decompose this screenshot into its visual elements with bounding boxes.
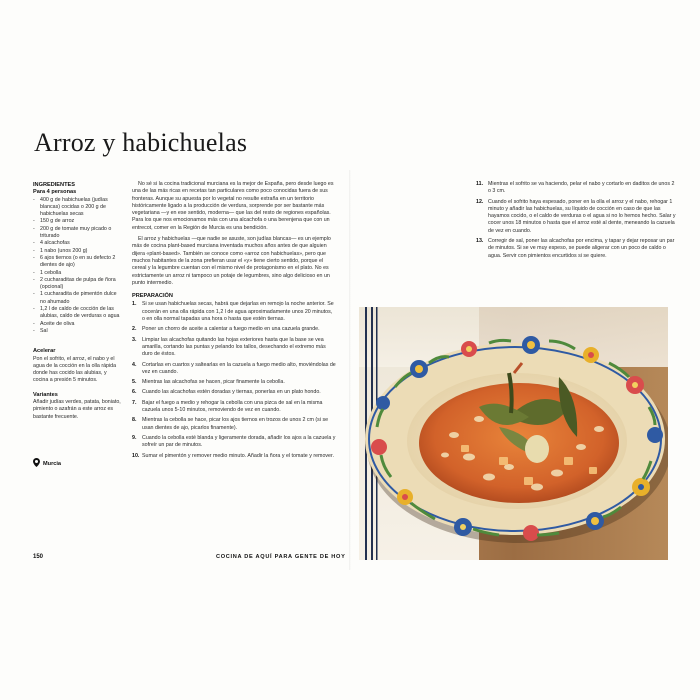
step-number: 2.: [132, 326, 137, 333]
intro-paragraph: No sé si la cocina tradicional murciana es la mejor de España, pero desde luego es una de las más ricas en recetas tan particulares como poco conocidas fuera de sus fronteras. Aunque su apuesta por lo vegetal no resulte extraña en un territorio históricamente ligado a la producción de verdura, sorprende por ser bastante más vegetariana —y en ese sentido, moderna— que las del resto de regiones españolas. Para los que nos emocionamos más con una alcachofa o una berenjena que con un entrecot, comer en la Región de Murcia es una bendición.: [132, 181, 334, 231]
step-item: [476, 238, 676, 260]
ingredient-item: - Aceite de oliva: [33, 321, 121, 328]
step-number: 1.: [132, 301, 137, 308]
step-number: 10.: [132, 452, 140, 459]
variantes-text: Añadir judías verdes, patata, boniato, pimiento o azafrán a este arroz es bastante frecuente.: [33, 399, 121, 420]
step-text: Cortarlas en cuartos y saltearlas en la cazuela a fuego medio alto, moviéndolas de vez en cuando.: [142, 361, 336, 375]
step-text: Bajar el fuego a medio y rehogar la cebolla con una pizca de sal en la misma cazuela unos 5-10 minutos, removiendo de vez en cuando.: [142, 399, 323, 414]
location-label: Murcia: [43, 461, 62, 467]
right-column: [476, 181, 676, 263]
step-item: [132, 417, 336, 432]
step-item: [132, 337, 336, 359]
step-text: Poner un chorro de aceite a calentar a fuego medio en una cazuela grande.: [142, 326, 320, 333]
step-text: Sumar el pimentón y remover medio minuto. Añadir la ñora y el tomate y remover.: [142, 452, 334, 459]
dish-photo: [359, 307, 668, 560]
preparation-heading: PREPARACIÓN: [132, 293, 173, 300]
step-number: 13.: [476, 238, 484, 245]
ingredient-item: - 1,2 l de caldo de cocción de las alubias, caldo de verduras o agua: [33, 306, 121, 321]
ingredient-item: - 1 cucharadita de pimentón dulce no ahumado: [33, 291, 121, 306]
step-number: 8.: [132, 417, 137, 424]
location-tag: [33, 458, 61, 467]
ingredient-item: - 1 nabo (unos 200 g): [33, 248, 121, 255]
ingredient-item: - 150 g de arroz: [33, 218, 121, 225]
step-item: [132, 301, 336, 323]
step-number: 11.: [476, 181, 484, 187]
step-text: Mientras el sofrito se va haciendo, pelar el nabo y cortarlo en daditos de unos 2 o 3 cm.: [488, 181, 675, 195]
step-item: [132, 435, 336, 450]
ingredient-list: [33, 197, 121, 336]
recipe-title: Arroz y habichuelas: [34, 128, 248, 157]
sidebar-column: [33, 182, 121, 421]
step-number: 7.: [132, 399, 137, 406]
step-text: Cuando el sofrito haya espesado, poner en la olla el arroz y el nabo, rehogar 1 minuto y añadir las habichuelas, su líquido de cocción en caso de que las hayamos cocido, o el caldo de verduras o el agua si no lo hemos hecho. Salar y cocer unos 18 minutos o hasta que el arroz esté al dente, meneando la cazuela de vez en cuando.: [488, 198, 676, 234]
step-item: [132, 400, 336, 415]
step-number: 9.: [132, 434, 137, 441]
step-text: Mientras la cebolla se hace, picar los ajos tiernos en trozos de unos 2 cm (si se usan dientes de ajo, picarlos finamente).: [142, 417, 329, 431]
step-text: Cuando la cebolla esté blanda y ligeramente dorada, añadir los ajos a la cazuela y sofreír un par de minutos.: [142, 434, 336, 449]
preparation-steps: [132, 301, 336, 459]
step-text: Corregir de sal, poner las alcachofas por encima, y tapar y dejar reposar un par de minutos. Si se ve muy espeso, se puede aligerar con un poco de caldo o agua. Servir con pimientos encurtidos si se quiere.: [488, 238, 675, 259]
variantes-heading: Variantes: [33, 391, 58, 398]
map-pin-icon: [33, 461, 43, 467]
step-item: [476, 199, 676, 235]
servings: Para 4 personas: [33, 189, 77, 196]
ingredient-item: - 4 alcachofas: [33, 240, 121, 247]
variantes-block: [33, 392, 121, 421]
step-text: Si se usan habichuelas secas, habrá que dejarlas en remojo la noche anterior. Se cocerán en una olla rápida con 1,2 l de agua aproximadamente unos 20 minutos, o en olla normal tapadas una hora o hasta que estén tiernas.: [142, 301, 334, 323]
step-text: Cuando las alcachofas estén doradas y tiernas, ponerlas en un plato hondo.: [142, 389, 321, 396]
step-number: 12.: [476, 198, 484, 205]
acelerar-block: [33, 348, 121, 384]
acelerar-text: Pon el sofrito, el arroz, el nabo y el agua de la cocción en la olla rápida donde has cocido las alubias, y cocina a presión 5 minutos.: [33, 355, 117, 384]
page-number: 150: [33, 554, 44, 560]
ingredient-item: - 2 cucharaditas de pulpa de ñora (opcional): [33, 277, 121, 292]
ingredient-item: - 200 g de tomate muy picado o triturado: [33, 226, 121, 241]
running-head: COCINA DE AQUÍ PARA GENTE DE HOY: [216, 554, 346, 560]
acelerar-heading: Acelerar: [33, 348, 56, 355]
step-item: [132, 453, 336, 460]
intro-paragraph: El arroz y habichuelas —que nadie se asuste, son judías blancas— es un ejemplo más de cocina plant-based murciana inventada muchos años antes de que alguien dijera «plant-based». También se conoce como «arroz con habichuelas», pero que muchos habitantes de la zona prefieran usar el «y» tiene cierto sentido, porque el cereal y la legumbre cuentan con el mismo nivel de protagonismo en el plato. No es estrictamente un arroz ni tampoco un potaje de legumbres, sino algo delicioso en un punto intermedio.: [132, 236, 331, 286]
step-item: [132, 362, 336, 377]
step-item: [132, 389, 336, 396]
main-column: [132, 181, 336, 463]
step-text: Mientras las alcachofas se hacen, picar finamente la cebolla.: [142, 379, 285, 386]
preparation-steps-continued: [476, 181, 676, 260]
step-text: Limpiar las alcachofas quitando las hojas exteriores hasta que la base se vea amarilla, cortando las puntas y pelando los tallos, desechando el extremo más duro de éstos.: [142, 336, 326, 358]
step-number: 6.: [132, 389, 137, 396]
ingredients-heading: INGREDIENTES: [33, 182, 75, 188]
page-gutter: [349, 170, 351, 570]
ingredient-item: - 6 ajos tiernos (o en su defecto 2 dientes de ajo): [33, 255, 121, 270]
step-number: 4.: [132, 361, 137, 368]
dish-photo-illustration: [359, 307, 668, 560]
step-item: [132, 379, 336, 386]
step-number: 3.: [132, 336, 137, 343]
step-number: 5.: [132, 379, 137, 386]
ingredient-item: - Sal: [33, 328, 121, 335]
ingredient-item: - 1 cebolla: [33, 270, 121, 277]
step-item: [132, 326, 336, 333]
step-item: [476, 181, 676, 196]
ingredient-item: - 400 g de habichuelas (judías blancas) cocidas o 200 g de habichuelas secas: [33, 197, 121, 219]
